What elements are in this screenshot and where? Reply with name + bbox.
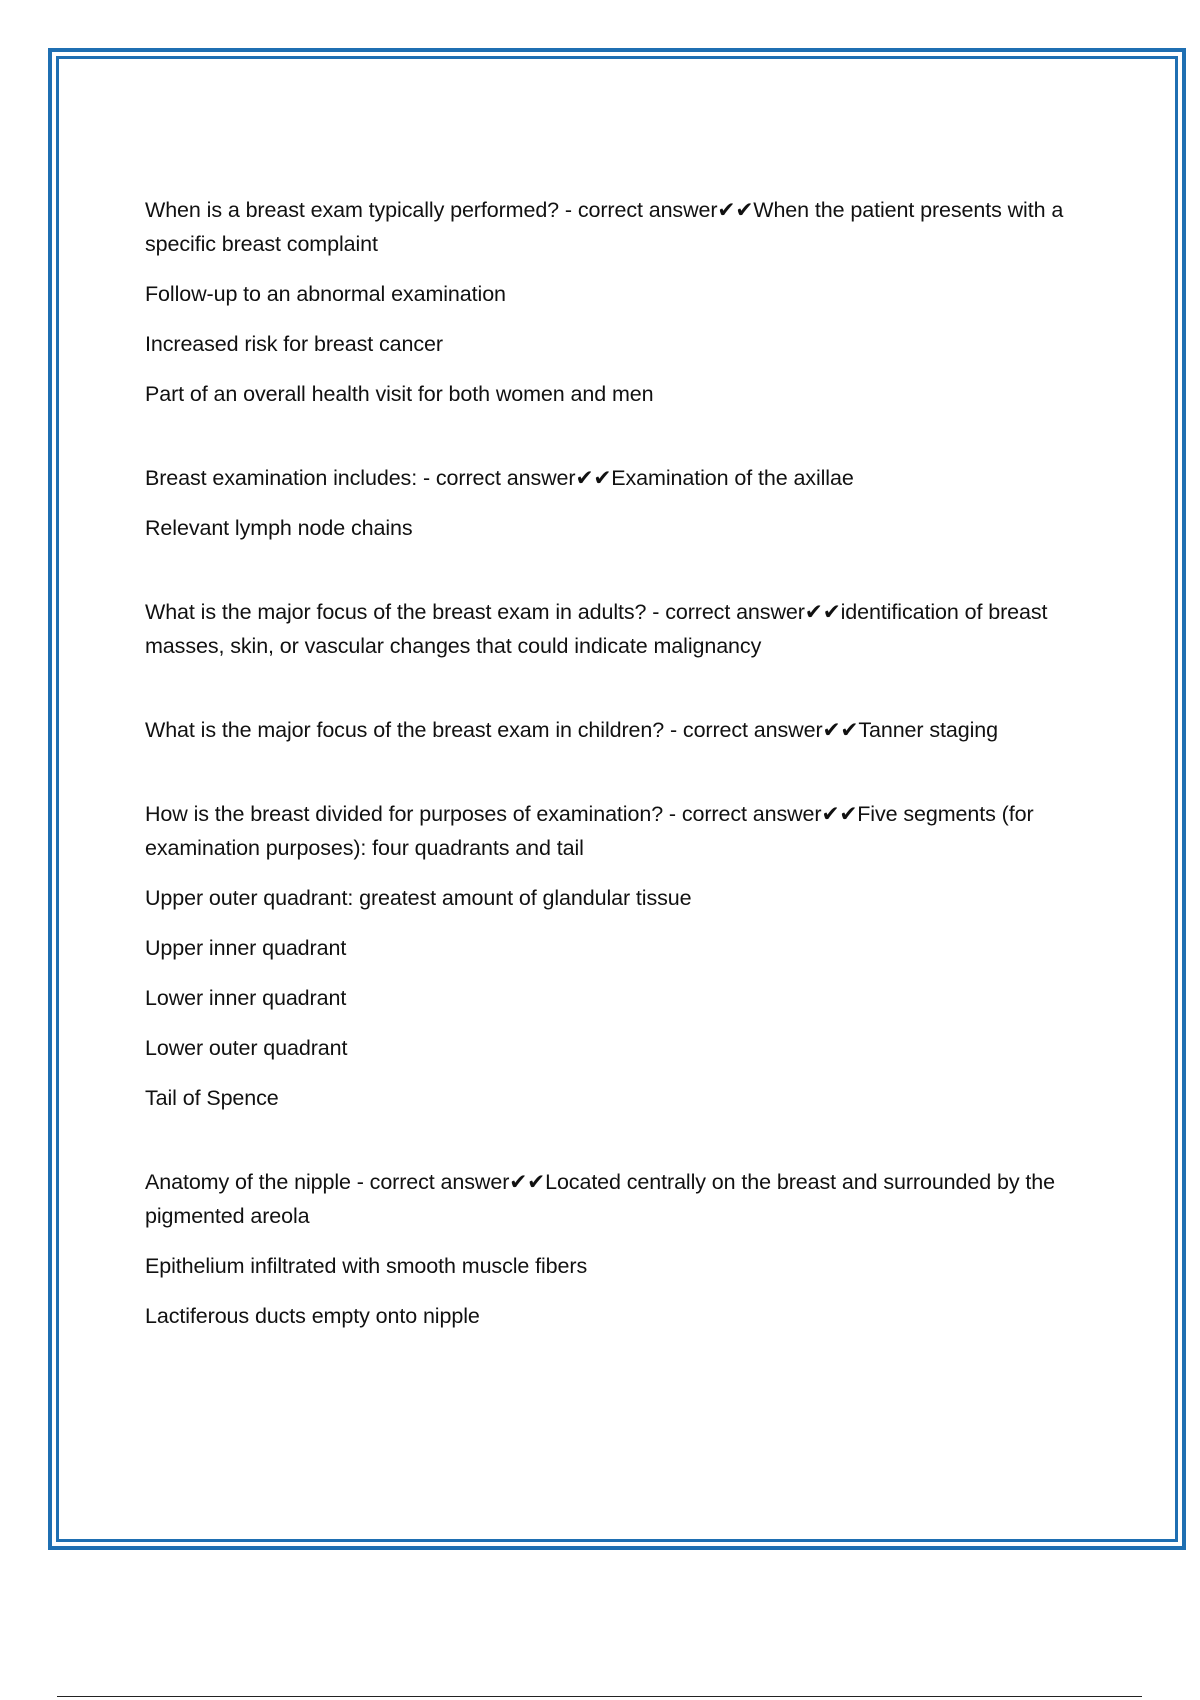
qa-block-exam-timing — [145, 193, 1090, 411]
question-answer-text: What is the major focus of the breast exam in children? - correct answer✔✔Tanner staging — [145, 718, 998, 742]
answer-item: Epithelium infiltrated with smooth muscle fibers — [145, 1254, 588, 1278]
qa-block-breast-division — [145, 797, 1090, 1115]
answer-item: Lower inner quadrant — [145, 986, 347, 1010]
answer-item: Upper outer quadrant: greatest amount of glandular tissue — [145, 886, 692, 910]
answer-item: Lactiferous ducts empty onto nipple — [145, 1304, 480, 1328]
answer-item: Part of an overall health visit for both women and men — [145, 382, 654, 406]
footer-rule — [57, 1696, 1142, 1697]
qa-block-nipple-anatomy — [145, 1165, 1090, 1333]
answer-item: Relevant lymph node chains — [145, 516, 413, 540]
question-answer-text: Breast examination includes: - correct answer✔✔Examination of the axillae — [145, 466, 854, 490]
question-answer-text: What is the major focus of the breast exam in adults? - correct answer✔✔identification of breast masses, skin, or vascular changes that could indicate malignancy — [145, 600, 1048, 658]
answer-item: Follow-up to an abnormal examination — [145, 282, 506, 306]
question-answer-text: Anatomy of the nipple - correct answer✔✔Located centrally on the breast and surrounded by the pigmented areola — [145, 1170, 1055, 1228]
document-content — [145, 193, 1090, 1333]
qa-block-focus-adults — [145, 595, 1090, 663]
answer-item: Tail of Spence — [145, 1086, 279, 1110]
answer-item: Increased risk for breast cancer — [145, 332, 443, 356]
answer-item: Upper inner quadrant — [145, 936, 347, 960]
question-answer-text: When is a breast exam typically performed? - correct answer✔✔When the patient presents with a specific breast complaint — [145, 198, 1064, 256]
qa-block-focus-children — [145, 713, 1090, 747]
qa-block-exam-includes — [145, 461, 1090, 545]
question-answer-text: How is the breast divided for purposes of examination? - correct answer✔✔Five segments (for examination purposes): four quadrants and tail — [145, 802, 1034, 860]
answer-item: Lower outer quadrant — [145, 1036, 348, 1060]
